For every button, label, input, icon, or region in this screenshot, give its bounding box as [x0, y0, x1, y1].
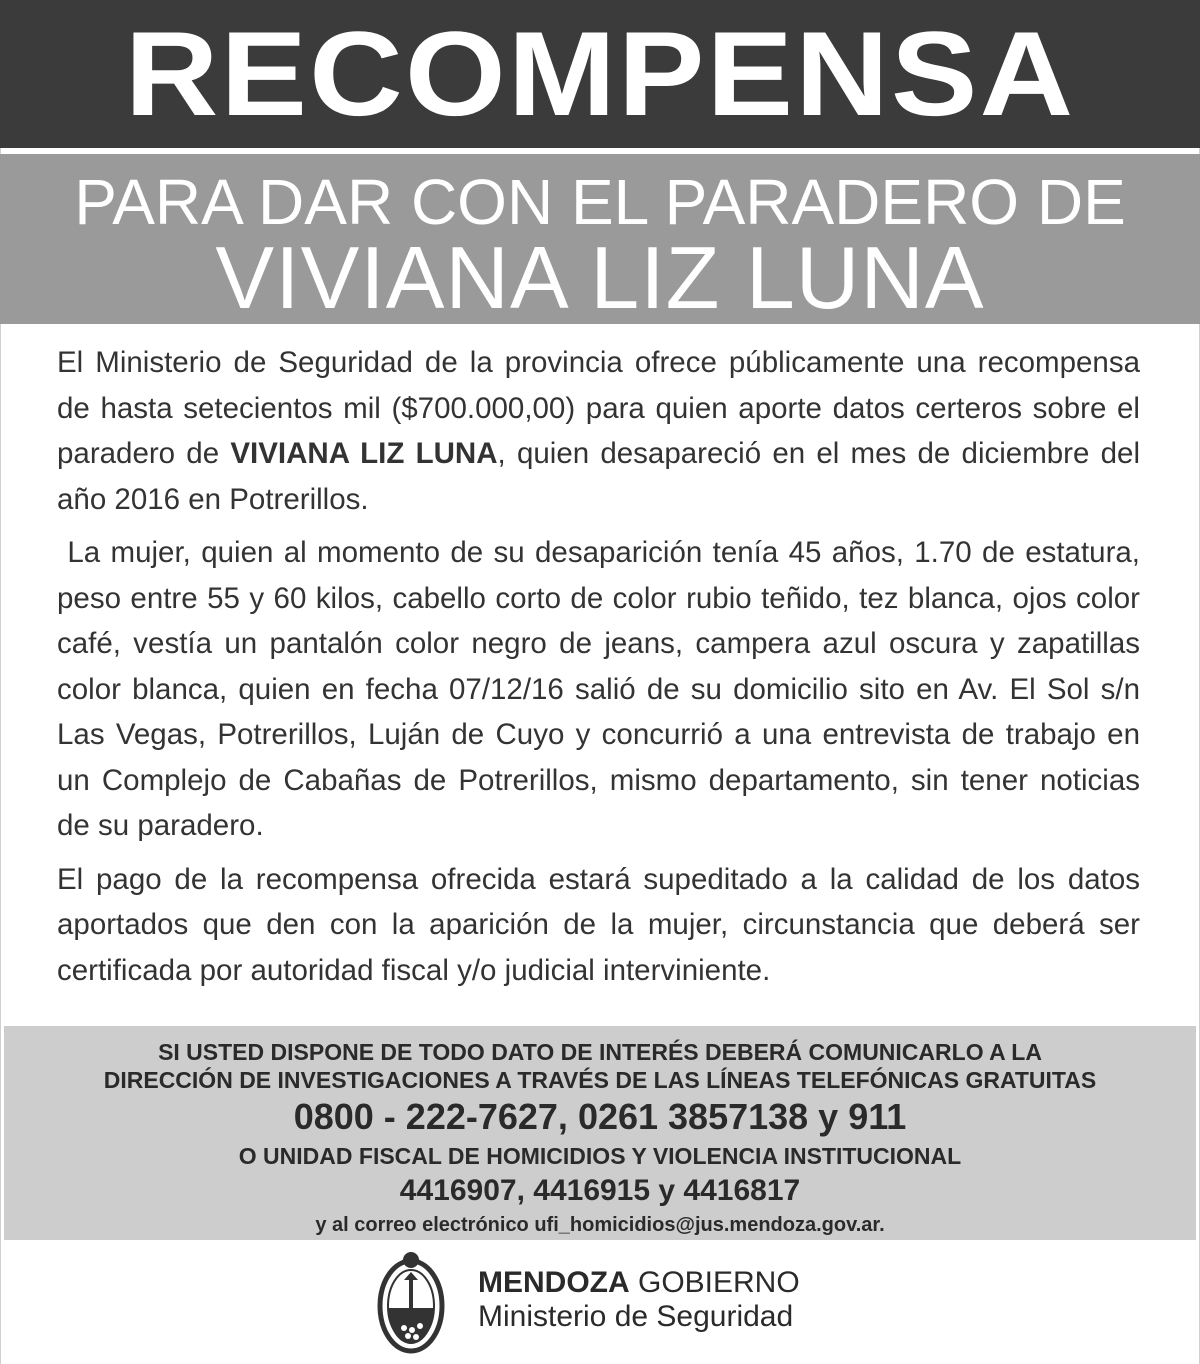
paragraph-description: La mujer, quien al momento de su desaparición tenía 45 años, 1.70 de estatura, peso entre 55 y 60 kilos, cabello corto de color rubio teñido, tez blanca, ojos color café, vestía un pantalón color negro de jeans, campera azul oscura y zapatillas color blanca, quien en fecha 07/12/16 salió de su domicilio sito en Av. El Sol s/n Las Vegas, Potrerillos, Luján de Cuyo y concurrió a una entrevista de trabajo en un Complejo de Cabañas de Potrerillos, mismo departamento, sin tener noticias de su paradero.: [57, 536, 1149, 842]
paragraph-payment: El pago de la recompensa ofrecida estará supeditado a la calidad de los datos aportados que den con la aparición de la mujer, circunstancia que deberá ser certificada por autoridad fiscal y/o judicial interviniente.: [57, 862, 1140, 987]
ministry-name: Ministerio de Seguridad: [478, 1300, 794, 1333]
contact-email-line: y al correo electrónico ufi_homicidios@jus.mendoza.gov.ar.: [315, 1214, 885, 1236]
paragraph-reward-name: VIVIANA LIZ LUNA: [230, 437, 498, 470]
contact-instructions-line1: SI USTED DISPONE DE TODO DATO DE INTERÉS DEBERÁ COMUNICARLO A LA: [158, 1039, 1042, 1065]
contact-fiscal-phones: 4416907, 4416915 y 4416817: [399, 1174, 801, 1207]
contact-band: [4, 1026, 1196, 1240]
brand-line: [478, 1266, 800, 1300]
poster-title: RECOMPENSA: [124, 7, 1076, 141]
contact-instructions-line2: DIRECCIÓN DE INVESTIGACIONES A TRAVÉS DE LAS LÍNEAS TELEFÓNICAS GRATUITAS: [103, 1067, 1097, 1093]
footer: [0, 1240, 1200, 1364]
footer-text: [478, 1266, 800, 1334]
subtitle-band: [0, 154, 1200, 327]
missing-person-name: VIVIANA LIZ LUNA: [215, 228, 985, 327]
poster-subtitle: PARA DAR CON EL PARADERO DE: [74, 166, 1126, 238]
contact-fiscal-unit: O UNIDAD FISCAL DE HOMICIDIOS Y VIOLENCIA INSTITUCIONAL: [238, 1143, 962, 1169]
paragraph-reward: [57, 340, 1140, 522]
paragraph-reward-text-a: El Ministerio de Seguridad de la provincia ofrece públicamente una recompensa de hasta setecientos mil ($700.000,00) para quien aporte datos certeros sobre el paradero de: [57, 346, 1140, 470]
poster-body: [57, 340, 1149, 993]
title-band: [0, 0, 1200, 148]
brand-rest: GOBIERNO: [629, 1266, 800, 1299]
brand-bold: MENDOZA: [478, 1266, 630, 1299]
contact-phone-numbers: 0800 - 222-7627, 0261 3857138 y 911: [293, 1096, 907, 1137]
paragraph-reward-text-b: , quien desapareció en el mes de diciembre del año 2016 en Potrerillos.: [57, 437, 1141, 516]
mendoza-coat-of-arms-icon: [376, 1250, 446, 1356]
